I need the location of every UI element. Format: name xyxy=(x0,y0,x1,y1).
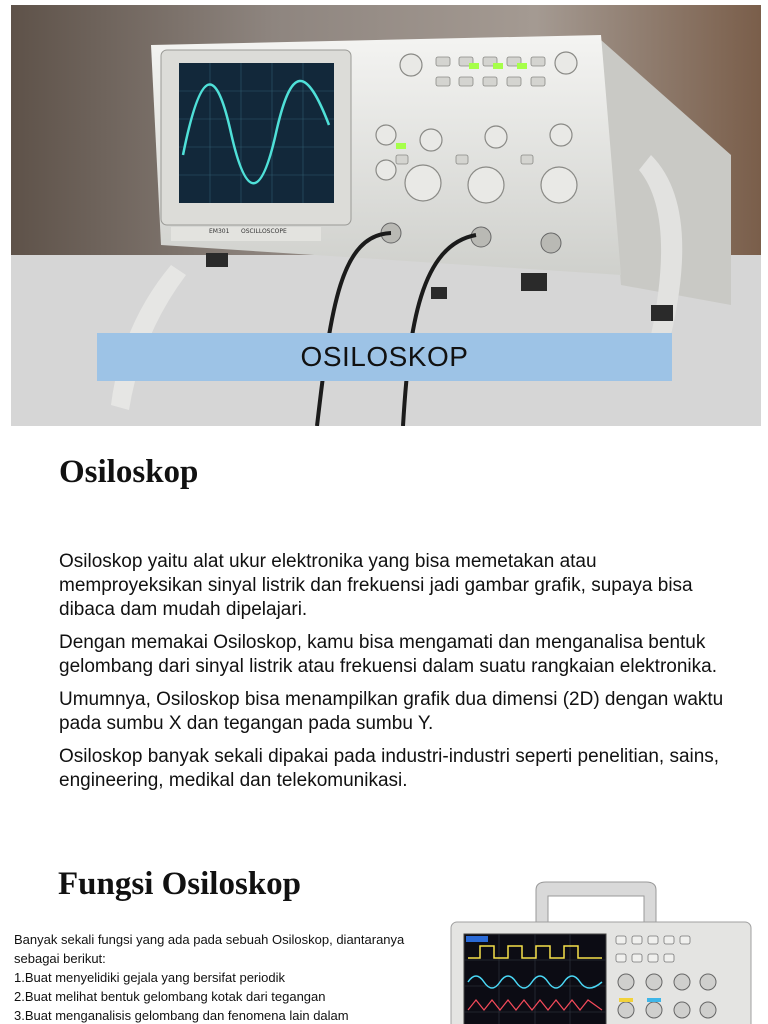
list-item: 3.Buat menganalisis gelombang dan fenomena lain dalam xyxy=(14,1008,349,1023)
cover-slide xyxy=(11,5,761,426)
section-heading: Fungsi Osiloskop xyxy=(58,866,302,902)
definition-body xyxy=(59,550,729,802)
slide-title: OSILOSKOP xyxy=(300,341,469,372)
functions-body xyxy=(14,930,434,1024)
list-item: 1.Buat menyelidiki gejala yang bersifat periodik xyxy=(14,970,285,985)
oscilloscope-device-label: OSCILLOSCOPE xyxy=(241,228,287,235)
list-item: 2.Buat melihat bentuk gelombang kotak dari tegangan xyxy=(14,989,326,1004)
title-banner xyxy=(97,333,672,381)
paragraph: Umumnya, Osiloskop bisa menampilkan grafik dua dimensi (2D) dengan waktu pada sumbu X dan tegangan pada sumbu Y. xyxy=(59,689,724,734)
functions-list xyxy=(14,968,434,1024)
functions-intro: Banyak sekali fungsi yang ada pada sebuah Osiloskop, diantaranya sebagai berikut: xyxy=(14,932,405,966)
paragraph: Osiloskop yaitu alat ukur elektronika yang bisa memetakan atau memproyeksikan sinyal listrik dan frekuensi jadi gambar grafik, supaya bisa dibaca dam mudah dipelajari. xyxy=(59,551,693,620)
oscilloscope-model-label: EM301 xyxy=(209,228,230,235)
section-heading: Osiloskop xyxy=(59,454,199,490)
paragraph: Dengan memakai Osiloskop, kamu bisa mengamati dan menganalisa bentuk gelombang dari sinyal listrik atau frekuensi dalam suatu rangkaian elektronika. xyxy=(59,632,717,677)
definition-slide xyxy=(0,426,768,846)
digital-oscilloscope-photo xyxy=(436,870,756,1024)
functions-slide xyxy=(0,846,768,1024)
paragraph: Osiloskop banyak sekali dipakai pada industri-industri seperti penelitian, sains, engineering, medikal dan telekomunikasi. xyxy=(59,746,720,791)
